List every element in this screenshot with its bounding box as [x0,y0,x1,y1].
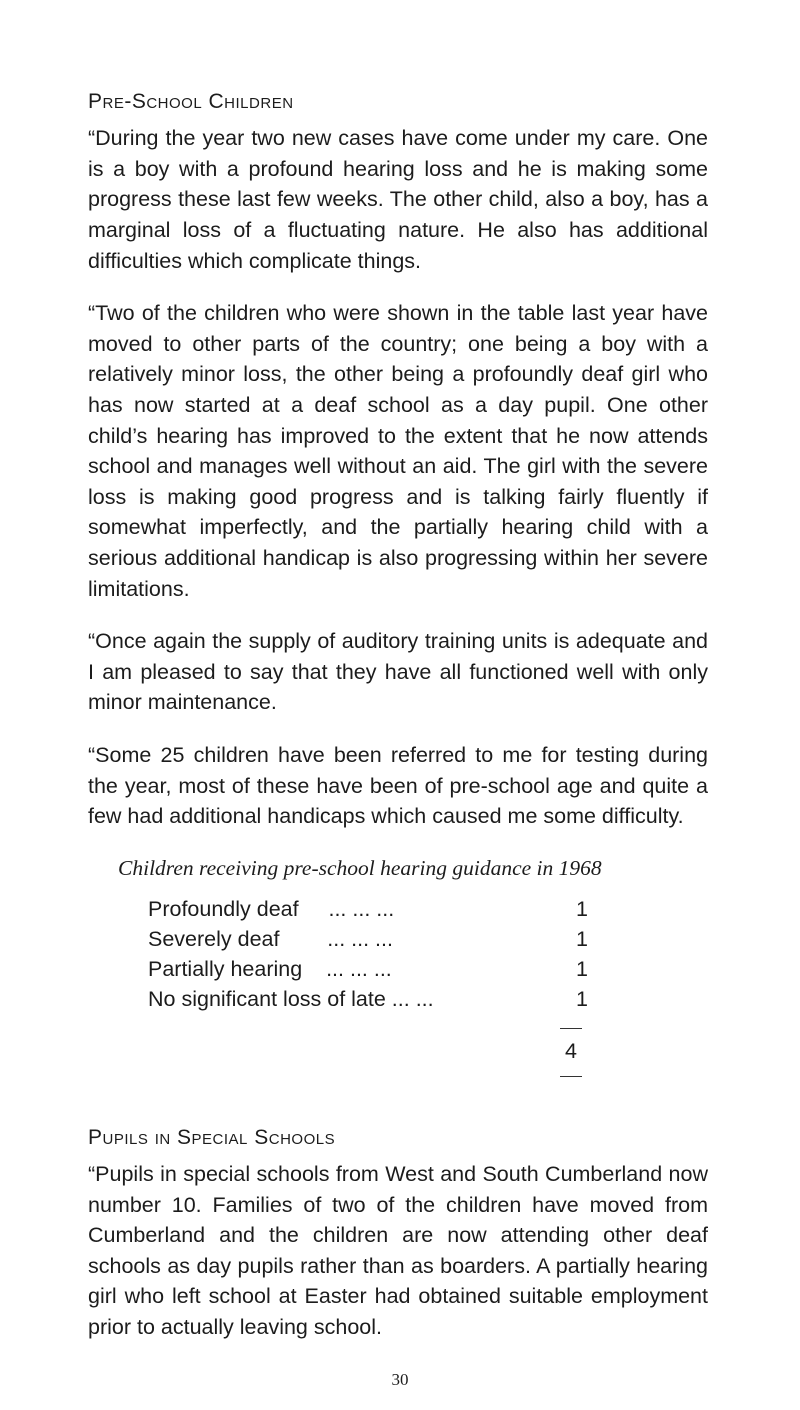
table-caption: Children receiving pre-school hearing guidance in 1968 [118,855,602,880]
row-label: Partially hearing ... ... ... [148,956,392,981]
row-label: No significant loss of late ... ... [148,986,434,1011]
paragraph: “Two of the children who were shown in the table last year have moved to other parts of the country; one being a boy with a relatively minor loss, the other being a profoundly deaf girl who has now started at a deaf school as a day pupil. One other child’s hearing has improved to the extent that he now attends school and manages well without an aid. The girl with the severe loss is making good progress and is talking fairly fluently if somewhat imperfectly, and the partially hearing child with a serious additional handicap is also progressing within her severe limitations. [88,301,708,601]
row-label: Profoundly deaf ... ... ... [148,896,395,921]
paragraph: “During the year two new cases have come under my care. One is a boy with a profound hearing loss and he is making some progress these last few weeks. The other child, also a boy, has a marginal loss of a fluctuating nature. He also has additional difficulties which complicate things. [88,126,708,273]
row-value: 1 [576,956,588,981]
document-page [88,88,708,1365]
section-heading-pre-school: Pre-School Children [88,90,294,113]
paragraph: “Once again the supply of auditory training units is adequate and I am pleased to say that they have all functioned well with only minor maintenance. [88,629,708,715]
row-value: 1 [576,896,588,921]
total-value: 4 [565,1038,577,1063]
table-row [148,894,588,924]
row-value: 1 [576,926,588,951]
table-row [148,924,588,954]
section-special-schools [88,1124,708,1343]
page-number: 30 [391,1370,409,1389]
total-rule-top [560,1028,582,1029]
paragraph: “Pupils in special schools from West and South Cumberland now number 10. Families of two of the children have moved from Cumberland and the children are now attending other deaf schools as day pupils rather than as boarders. A partially hearing girl who left school at Easter had obtained suitable employment prior to actually leaving school. [88,1162,708,1340]
section-heading-special-schools: Pupils in Special Schools [88,1125,336,1149]
table-total [148,1014,588,1084]
row-value: 1 [576,986,588,1011]
table-row [148,954,588,984]
table-row [148,984,588,1014]
hearing-guidance-table [148,894,588,1014]
total-rule-bottom [560,1076,582,1077]
paragraph: “Some 25 children have been referred to me for testing during the year, most of these have been of pre-school age and quite a few had additional handicaps which caused me some difficulty. [88,742,708,829]
row-label: Severely deaf ... ... ... [148,926,393,951]
